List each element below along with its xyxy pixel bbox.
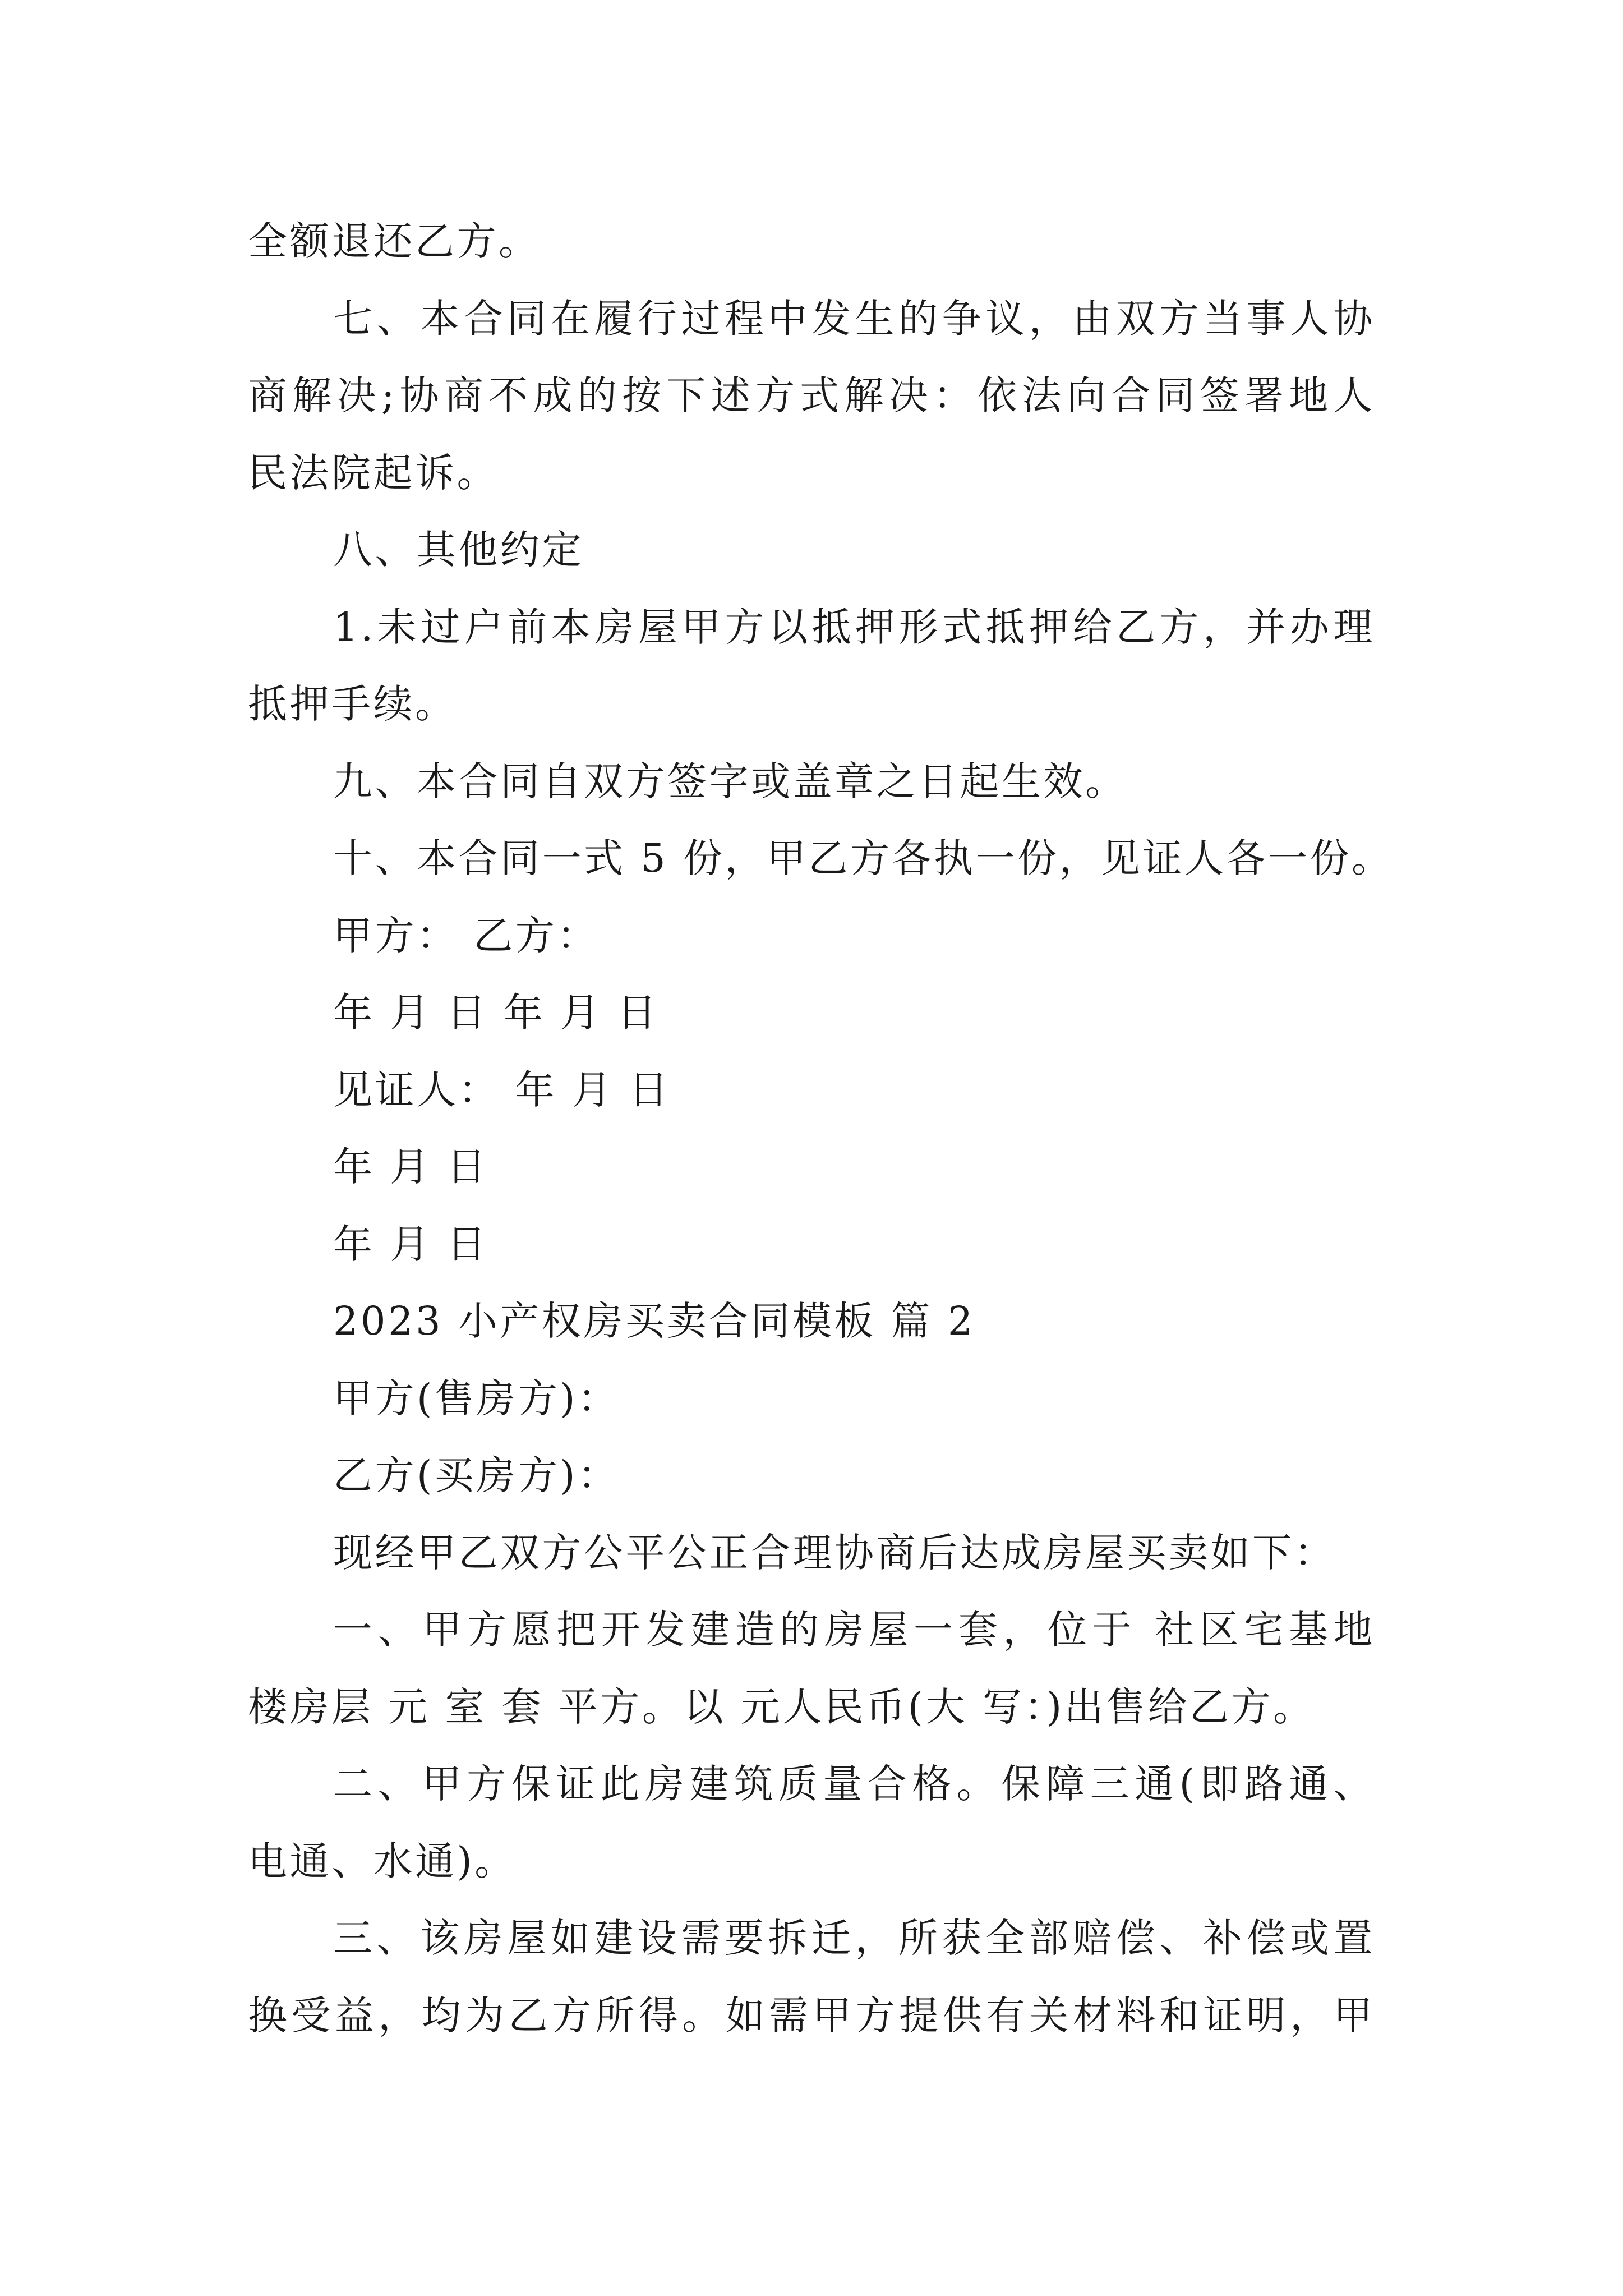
- party-line: 甲方(售房方)：: [333, 1375, 620, 1421]
- document-body: [248, 203, 1394, 2054]
- party-line: 乙方(买房方)：: [333, 1452, 620, 1498]
- paragraph-line: 三、该房屋如建设需要拆迁，所获全部赔偿、补偿或置: [333, 1915, 1375, 1961]
- paragraph-line: 民法院起诉。: [248, 449, 499, 496]
- paragraph-line: 楼房层 元 室 套 平方。以 元人民币(大 写：)出售给乙方。: [248, 1683, 1315, 1730]
- date-line: 年 月 日: [333, 1221, 489, 1267]
- paragraph-line: 二、甲方保证此房建筑质量合格。保障三通(即路通、: [333, 1761, 1375, 1807]
- paragraph-line: 九、本合同自双方签字或盖章之日起生效。: [333, 758, 1127, 804]
- paragraph-line: 七、本合同在履行过程中发生的争议，由双方当事人协: [333, 295, 1375, 342]
- date-line: 年 月 日 年 月 日: [333, 990, 659, 1036]
- paragraph-line: 十、本合同一式 5 份，甲乙方各执一份，见证人各一份。: [333, 835, 1394, 881]
- signature-line: 甲方： 乙方：: [333, 912, 599, 959]
- paragraph-line: 1.未过户前本房屋甲方以抵押形式抵押给乙方，并办理: [333, 604, 1375, 650]
- paragraph-line: 电通、水通)。: [248, 1838, 517, 1884]
- paragraph-line: 现经甲乙双方公平公正合理协商后达成房屋买卖如下：: [333, 1529, 1336, 1576]
- paragraph-line: 全额退还乙方。: [248, 218, 541, 264]
- witness-line: 见证人： 年 月 日: [333, 1066, 671, 1113]
- paragraph-line: 抵押手续。: [248, 681, 457, 727]
- section-title: 2023 小产权房买卖合同模板 篇 2: [333, 1298, 975, 1344]
- date-line: 年 月 日: [333, 1144, 489, 1190]
- paragraph-line: 一、甲方愿把开发建造的房屋一套，位于 社区宅基地: [333, 1607, 1375, 1653]
- paragraph-line: 换受益，均为乙方所得。如需甲方提供有关材料和证明，甲: [248, 1992, 1375, 2039]
- paragraph-line: 商解决;协商不成的按下述方式解决：依法向合同签署地人: [248, 372, 1375, 418]
- section-heading: 八、其他约定: [333, 527, 584, 573]
